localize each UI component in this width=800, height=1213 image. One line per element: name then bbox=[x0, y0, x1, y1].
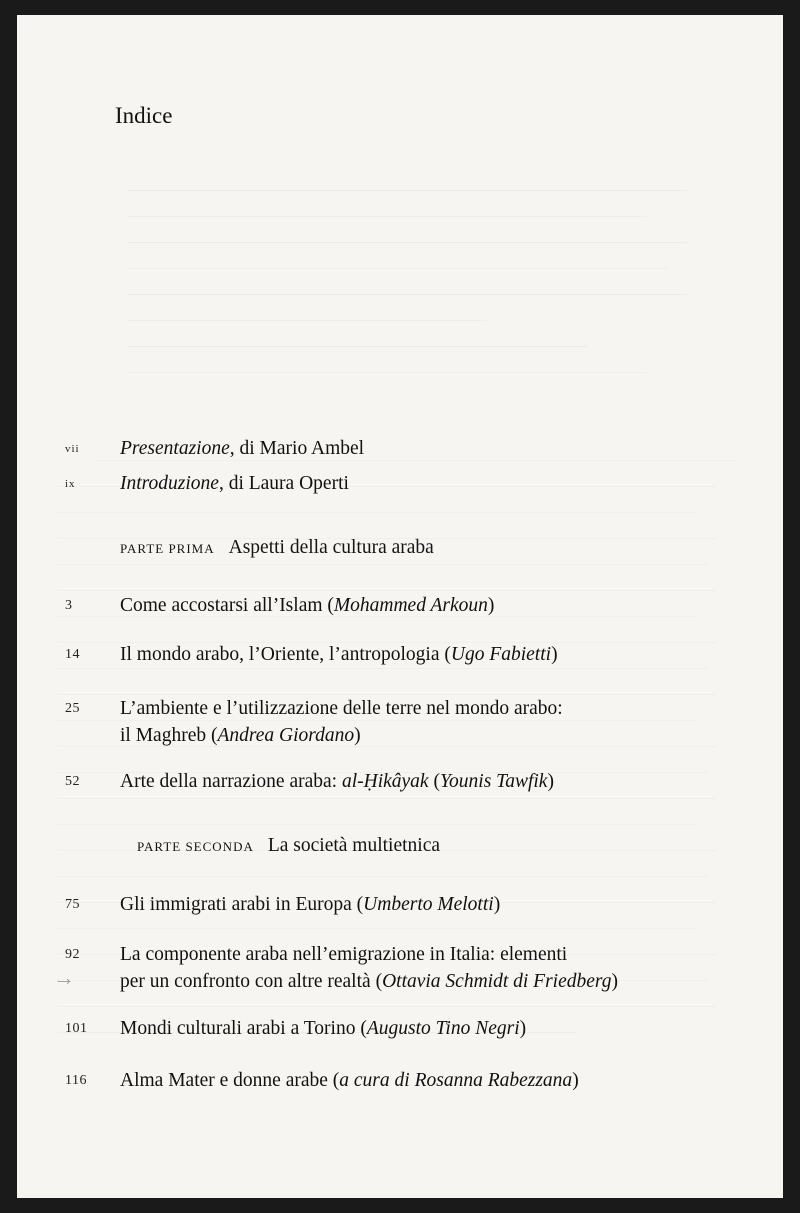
entry-author: Andrea Giordano bbox=[217, 725, 355, 746]
entry-title-line2: il Maghreb bbox=[120, 725, 207, 746]
entry-title-line2: per un confronto con altre realtà bbox=[120, 971, 371, 992]
entry-text: Arte della narrazione araba: al-Ḥikâyak (Younis Tawfik) bbox=[120, 771, 554, 792]
entry-text: Presentazione, di Mario Ambel bbox=[120, 438, 365, 459]
book-page bbox=[17, 15, 783, 1198]
entry-title: Gli immigrati arabi in Europa bbox=[120, 894, 352, 915]
entry-author: Mohammed Arkoun bbox=[333, 595, 488, 616]
part-title: La società multietnica bbox=[267, 835, 441, 856]
entry-text: Mondi culturali arabi a Torino (Augusto Tino Negri) bbox=[120, 1018, 527, 1039]
page-number: 92 bbox=[65, 947, 80, 962]
entry-author: Ugo Fabietti bbox=[450, 644, 552, 665]
part-title: Aspetti della cultura araba bbox=[228, 537, 434, 558]
entry-text: Alma Mater e donne arabe (a cura di Rosanna Rabezzana) bbox=[120, 1070, 579, 1091]
page-number: 116 bbox=[65, 1073, 87, 1088]
page-number: ix bbox=[65, 478, 76, 490]
part-heading-text bbox=[137, 835, 440, 857]
page-number: 14 bbox=[65, 647, 80, 662]
pen-arrow-mark: → bbox=[53, 965, 75, 990]
entry-text: Gli immigrati arabi in Europa (Umberto Melotti) bbox=[120, 894, 501, 915]
page-number: vii bbox=[65, 443, 80, 455]
page-number: 3 bbox=[65, 598, 73, 613]
index-title: Indice bbox=[115, 103, 173, 128]
entry-title: Alma Mater e donne arabe bbox=[120, 1070, 328, 1091]
page-number: 25 bbox=[65, 701, 80, 716]
entry-author: Younis Tawfik bbox=[439, 771, 548, 792]
entry-author: di Mario Ambel bbox=[239, 438, 365, 459]
entry-text: Introduzione, di Laura Operti bbox=[120, 473, 349, 494]
entry-title: Mondi culturali arabi a Torino bbox=[120, 1018, 356, 1039]
entry-author: di Laura Operti bbox=[228, 473, 349, 494]
page-number: 75 bbox=[65, 897, 80, 912]
part-label: PARTE SECONDA bbox=[137, 839, 254, 854]
entry-text: La componente araba nell’emigrazione in Italia: elementi per un confronto con altre realtà (Ottavia Schmidt di Friedberg) bbox=[120, 944, 619, 992]
entry-text: Il mondo arabo, l’Oriente, l’antropologia (Ugo Fabietti) bbox=[120, 644, 558, 665]
entry-author: a cura di Rosanna Rabezzana bbox=[339, 1070, 573, 1091]
entry-title-italic: al-Ḥikâyak bbox=[341, 771, 429, 792]
entry-text: L’ambiente e l’utilizzazione delle terre nel mondo arabo: il Maghreb (Andrea Giordano) bbox=[120, 698, 563, 746]
entry-text: Come accostarsi all’Islam (Mohammed Arkoun) bbox=[120, 595, 495, 616]
entry-author: Umberto Melotti bbox=[363, 894, 494, 915]
part-heading-text bbox=[120, 537, 434, 559]
entry-title: Presentazione bbox=[120, 438, 230, 459]
part-label: PARTE PRIMA bbox=[120, 541, 215, 556]
entry-title: Arte della narrazione araba: bbox=[120, 771, 338, 792]
entry-author: Ottavia Schmidt di Friedberg bbox=[382, 971, 612, 992]
entry-title: La componente araba nell’emigrazione in Italia: elementi bbox=[120, 944, 568, 965]
page-number: 52 bbox=[65, 774, 80, 789]
entry-author: Augusto Tino Negri bbox=[366, 1018, 520, 1039]
page-number: 101 bbox=[65, 1021, 88, 1036]
entry-title: L’ambiente e l’utilizzazione delle terre nel mondo arabo: bbox=[120, 698, 563, 719]
entry-title: Come accostarsi all’Islam bbox=[120, 595, 323, 616]
entry-title: Il mondo arabo, l’Oriente, l’antropologia bbox=[120, 644, 440, 665]
entry-title: Introduzione bbox=[120, 473, 219, 494]
